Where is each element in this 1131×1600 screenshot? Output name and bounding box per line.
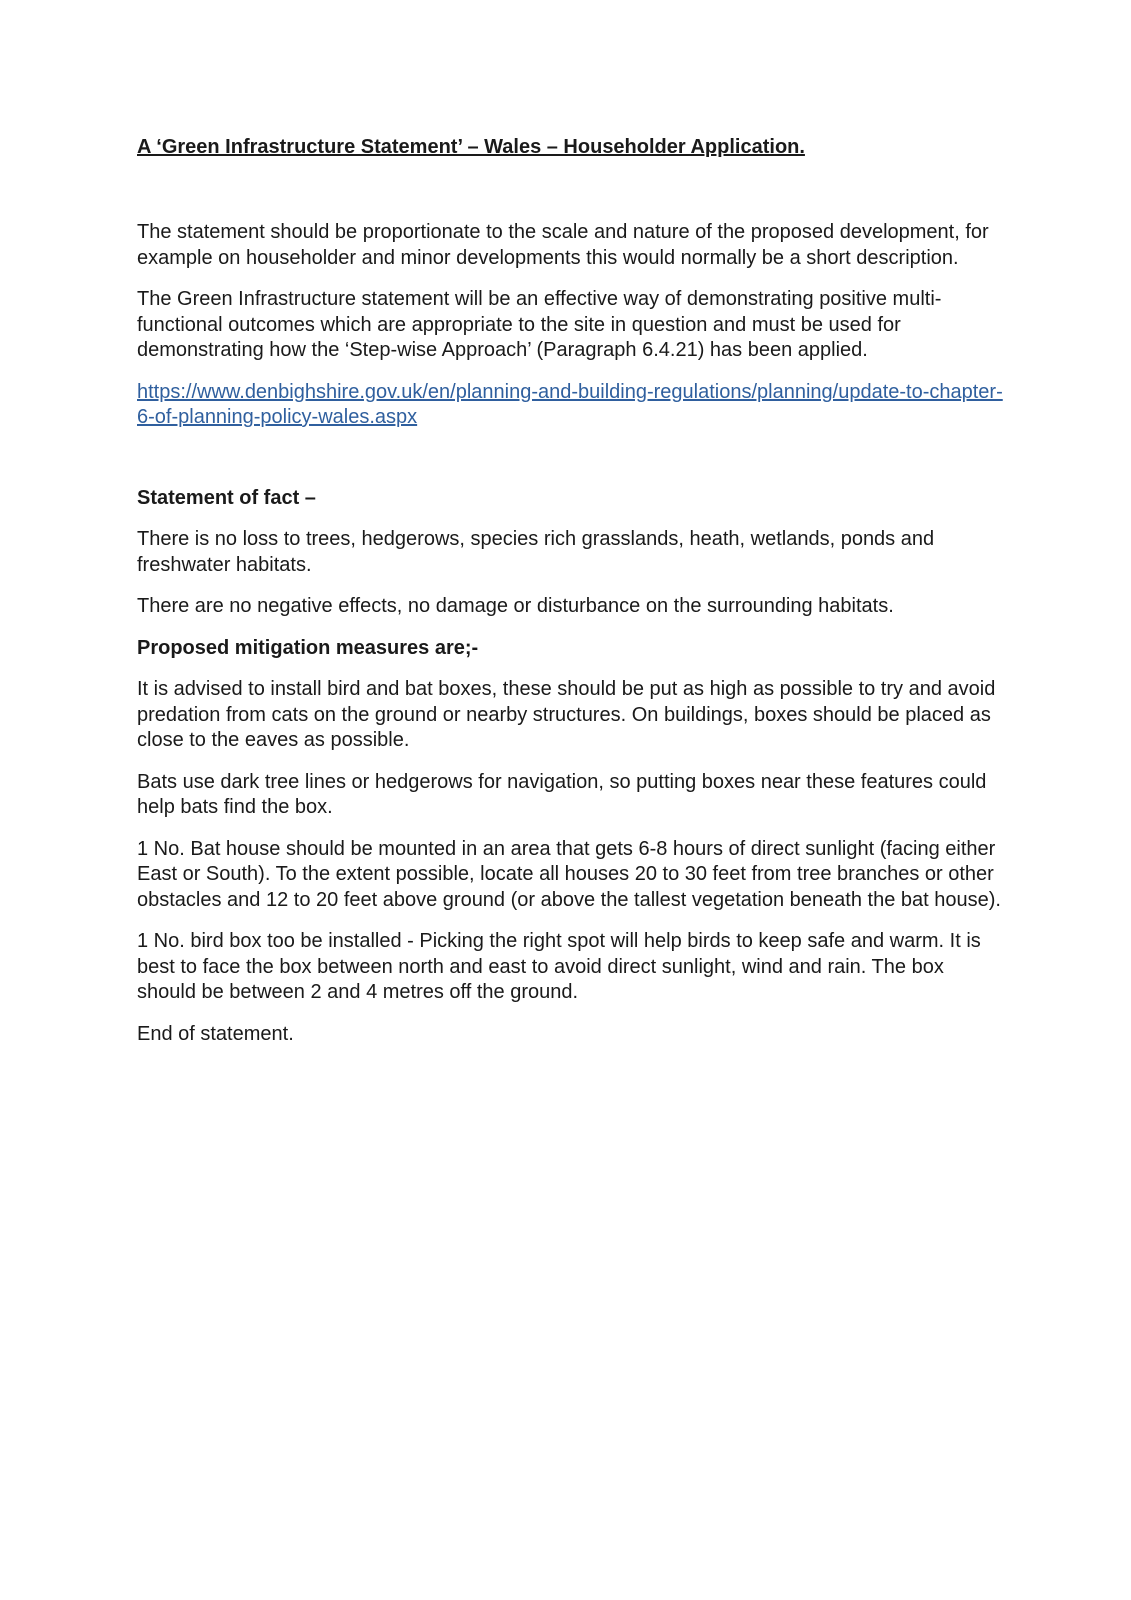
- statement-of-fact-heading: Statement of fact –: [137, 486, 316, 509]
- intro-paragraph-proportionate: The statement should be proportionate to the scale and nature of the proposed development, for example on householder and minor developments this would normally be a short description.: [137, 221, 989, 269]
- mitigation-heading: Proposed mitigation measures are;-: [137, 636, 479, 659]
- intro-paragraph-green-infrastructure: The Green Infrastructure statement will be an effective way of demonstrating positive multi-functional outcomes which are appropriate to the site in question and must be used for demonstrating how the ‘Step-wise Approach’ (Paragraph 6.4.21) has been applied.: [137, 288, 942, 361]
- end-of-statement: End of statement.: [137, 1022, 294, 1045]
- mitigation-bat-house-paragraph: 1 No. Bat house should be mounted in an area that gets 6-8 hours of direct sunlight (facing either East or South). To the extent possible, locate all houses 20 to 30 feet from tree branches or other obstacles and 12 to 20 feet above ground (or above the tallest vegetation beneath the bat house).: [137, 837, 1001, 911]
- mitigation-bats-navigation-paragraph: Bats use dark tree lines or hedgerows for navigation, so putting boxes near these features could help bats find the box.: [137, 770, 987, 818]
- document-title: A ‘Green Infrastructure Statement’ – Wales – Householder Application.: [137, 136, 805, 158]
- mitigation-boxes-paragraph: It is advised to install bird and bat boxes, these should be put as high as possible to try and avoid predation from cats on the ground or nearby structures. On buildings, boxes should be placed as close to the eaves as possible.: [137, 678, 996, 751]
- fact-no-negative-effects-paragraph: There are no negative effects, no damage or disturbance on the surrounding habitats.: [137, 595, 894, 617]
- mitigation-bird-box-paragraph: 1 No. bird box too be installed - Picking the right spot will help birds to keep safe and warm. It is best to face the box between north and east to avoid direct sunlight, wind and rain. The box should be between 2 and 4 metres off the ground.: [137, 930, 981, 1003]
- document-page: [137, 134, 1007, 1047]
- policy-link-paragraph: [137, 380, 1007, 431]
- fact-no-loss-paragraph: There is no loss to trees, hedgerows, species rich grasslands, heath, wetlands, ponds and freshwater habitats.: [137, 528, 935, 576]
- planning-policy-link[interactable]: https://www.denbighshire.gov.uk/en/planning-and-building-regulations/planning/update-to-chapter-6-of-planning-policy-wales.aspx: [137, 380, 1003, 428]
